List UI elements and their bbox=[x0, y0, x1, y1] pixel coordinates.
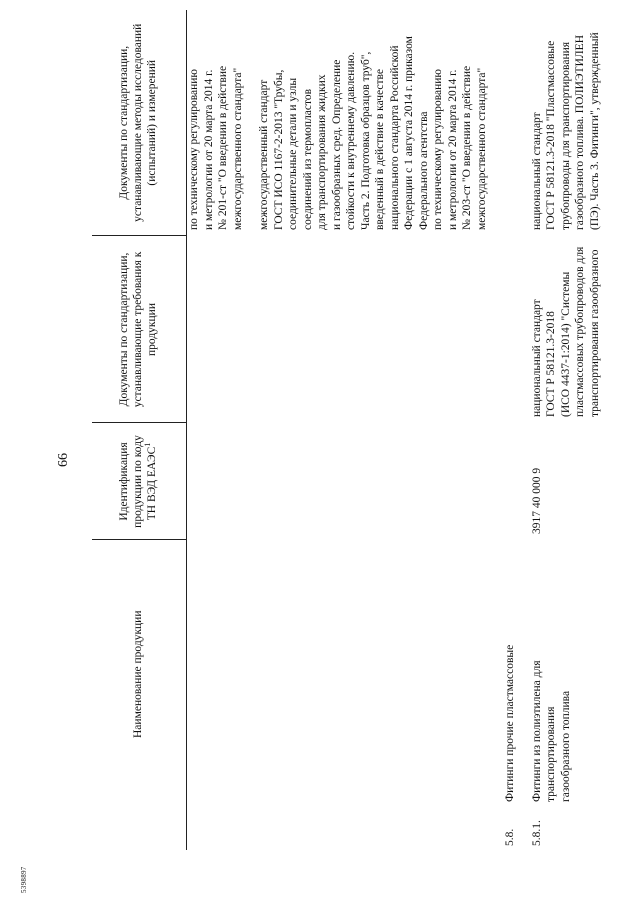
group-name: Фитинги прочие пластмассовые bbox=[504, 644, 516, 802]
methods-text-part-2: межгосударственный стандарт ГОСТ ИСО 1167-2-2013 "Трубы, соединительные детали и узлы соединений из термопластов для транспортирования жидких и газообразных сред. Определение стойкости к внутреннему давлению. Часть 2. Подготовка образцов труб", введенный в действие в качестве национального стандарта Российской Федерации с 1 августа 2014 г. приказом Федерального агентства по техническому регулированию и метрологии от 20 марта 2014 г. № 203-ст "О введении в действие межгосударственного стандарта" bbox=[258, 36, 488, 230]
header-product-name: Наименование продукции bbox=[92, 540, 187, 808]
document-code: 5398897 bbox=[20, 866, 28, 893]
item-test-method-standards: национальный стандарт ГОСТ Р 58121.3-2018 "Пластмассовые трубопроводы для транспортирования газообразного топлива. ПОЛИЭТИЛЕН (ПЭ). Часть 3. Фитинги", утвержденный bbox=[530, 32, 601, 230]
header-tn-ved-code bbox=[92, 423, 187, 540]
item-number: 5.8.1. bbox=[530, 820, 543, 846]
header-tn-ved-code-text: Идентификация продукции по коду ТН ВЭД ЕАЭС bbox=[118, 435, 158, 528]
page-number: 66 bbox=[56, 453, 71, 467]
continuation-standards bbox=[187, 236, 496, 423]
continuation-name bbox=[187, 540, 496, 808]
methods-text-part-1: по техническому регулированию и метрологии от 20 марта 2014 г. № 201-ст "О введении в действие межгосударственного стандарта" bbox=[188, 65, 244, 230]
footnote-mark: 1 bbox=[143, 442, 153, 447]
table-row-group bbox=[495, 10, 528, 850]
header-number bbox=[92, 808, 187, 850]
item-product-name: Фитинги из полиэтилена для транспортирования газообразного топлива bbox=[530, 660, 572, 802]
continuation-methods bbox=[187, 10, 496, 236]
table-header-row bbox=[92, 10, 187, 850]
group-number: 5.8. bbox=[504, 828, 516, 846]
regulations-table bbox=[92, 10, 608, 850]
continuation-num bbox=[187, 808, 496, 850]
item-tn-ved-code: 3917 40 000 9 bbox=[530, 467, 543, 534]
continuation-row bbox=[187, 10, 496, 850]
continuation-code bbox=[187, 423, 496, 540]
item-requirement-standards: национальный стандарт ГОСТ Р 58121.3-2018 (ИСО 4437-1:2014) "Системы пластмассовых трубопроводов для транспортирования газообразного bbox=[530, 246, 601, 417]
header-requirement-standards: Документы по стандартизации, устанавливающие требования к продукции bbox=[92, 236, 187, 423]
header-test-method-standards: Документы по стандартизации, устанавливающие методы исследований (испытаний) и измерений bbox=[92, 10, 187, 236]
table-row-item bbox=[528, 10, 609, 850]
